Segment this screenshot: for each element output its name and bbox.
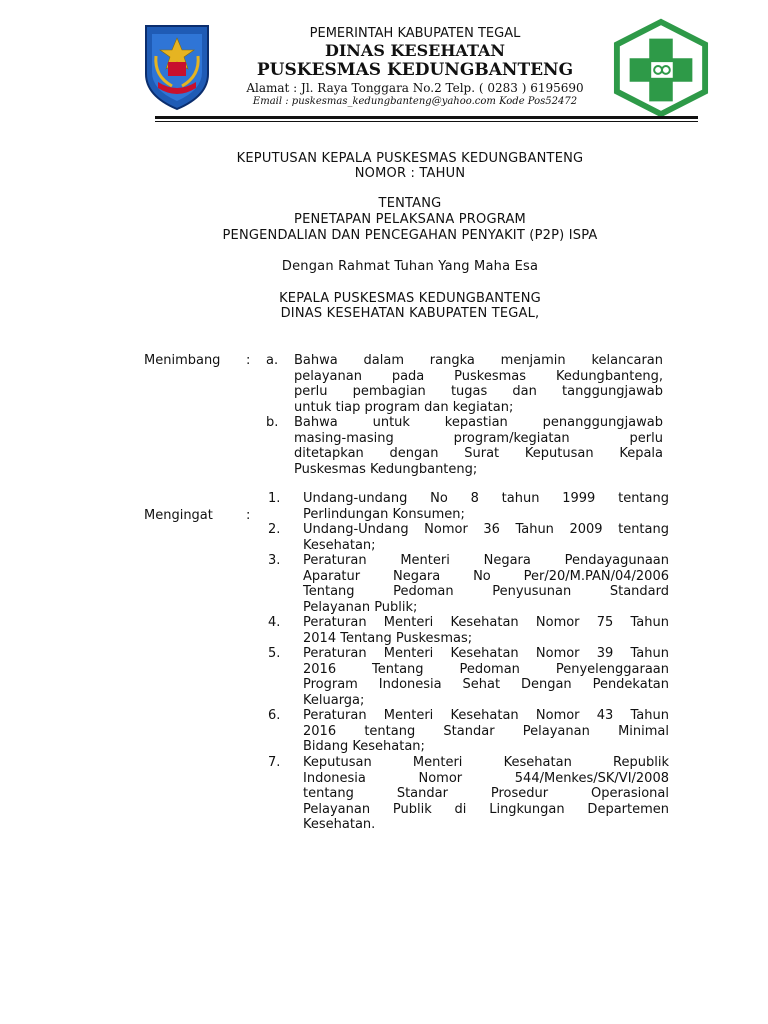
mengingat-item-text — [303, 755, 669, 833]
text-line: ditetapkan dengan Surat Keputusan Kepala — [294, 446, 663, 462]
mengingat-item-text — [303, 553, 669, 615]
mengingat-item-marker: 6. — [268, 708, 281, 723]
text-line: Aparatur Negara No Per/20/M.PAN/04/2006 — [303, 568, 669, 584]
letterhead-puskesmas: PUSKESMAS KEDUNGBANTENG — [256, 60, 574, 80]
mengingat-item-marker: 1. — [268, 491, 281, 506]
decree-number: NOMOR : TAHUN — [354, 166, 466, 181]
text-line: Keluarga; — [303, 692, 365, 708]
text-line: Program Indonesia Sehat Dengan Pendekatan — [303, 677, 669, 693]
letterhead-divider-thin — [155, 121, 698, 122]
mengingat-item-text — [303, 522, 669, 553]
text-line: Peraturan Menteri Kesehatan Nomor 39 Tahun — [303, 646, 669, 661]
text-line: perlu pembagian tugas dan tanggungjawab — [294, 384, 663, 400]
text-line: Bidang Kesehatan; — [303, 739, 425, 755]
text-line: Pelayanan Publik; — [303, 599, 418, 615]
mengingat-item-marker: 5. — [268, 646, 281, 661]
mengingat-item-marker: 2. — [268, 522, 281, 537]
text-line: 2016 tentang Standar Pelayanan Minimal — [303, 723, 669, 739]
mengingat-item-marker: 7. — [268, 755, 281, 770]
letterhead-government: PEMERINTAH KABUPATEN TEGAL — [309, 26, 521, 41]
mengingat-item-text — [303, 708, 669, 755]
mengingat-item-text — [303, 491, 669, 522]
text-line: Peraturan Menteri Kesehatan Nomor 75 Tahun — [303, 615, 669, 630]
text-line: Keputusan Menteri Kesehatan Republik — [303, 755, 669, 770]
regency-crest-logo — [142, 22, 212, 112]
text-line: Bahwa dalam rangka menjamin kelancaran — [294, 353, 663, 368]
mengingat-item-marker: 3. — [268, 553, 281, 568]
text-line: Kesehatan. — [303, 817, 376, 833]
official-line-1: KEPALA PUSKESMAS KEDUNGBANTENG — [279, 291, 541, 306]
menimbang-label: Menimbang — [144, 353, 221, 368]
subject-line-1: PENETAPAN PELAKSANA PROGRAM — [294, 212, 526, 227]
mengingat-item-text — [303, 646, 669, 708]
menimbang-item-text — [294, 415, 663, 477]
text-line: 2014 Tentang Puskesmas; — [303, 630, 473, 646]
text-line: Indonesia Nomor 544/Menkes/SK/VI/2008 — [303, 770, 669, 786]
text-line: Perlindungan Konsumen; — [303, 506, 465, 522]
letterhead-department: DINAS KESEHATAN — [324, 41, 506, 60]
decree-title: KEPUTUSAN KEPALA PUSKESMAS KEDUNGBANTENG — [236, 151, 584, 166]
mengingat-label: Mengingat — [144, 508, 213, 523]
blessing-line: Dengan Rahmat Tuhan Yang Maha Esa — [281, 259, 539, 274]
mengingat-item-marker: 4. — [268, 615, 281, 630]
letterhead-email: Email : puskesmas_kedungbanteng@yahoo.com Kode Pos52472 — [252, 96, 578, 107]
text-line: Bahwa untuk kepastian penanggungjawab — [294, 415, 663, 430]
text-line: Pelayanan Publik di Lingkungan Departemen — [303, 801, 669, 817]
text-line: tentang Standar Prosedur Operasional — [303, 786, 669, 802]
text-line: Peraturan Menteri Negara Pendayagunaan — [303, 553, 669, 568]
menimbang-colon: : — [246, 353, 251, 368]
mengingat-item-text — [303, 615, 669, 646]
text-line: untuk tiap program dan kegiatan; — [294, 399, 514, 415]
menimbang-item-marker: b. — [266, 415, 279, 430]
text-line: Puskesmas Kedungbanteng; — [294, 461, 478, 477]
text-line: Undang-Undang Nomor 36 Tahun 2009 tentang — [303, 522, 669, 537]
text-line: Undang-undang No 8 tahun 1999 tentang — [303, 491, 669, 506]
text-line: masing-masing program/kegiatan perlu — [294, 430, 663, 446]
text-line: pelayanan pada Puskesmas Kedungbanteng, — [294, 368, 663, 384]
official-line-2: DINAS KESEHATAN KABUPATEN TEGAL, — [280, 306, 540, 321]
text-line: 2016 Tentang Pedoman Penyelenggaraan — [303, 661, 669, 677]
menimbang-item-marker: a. — [266, 353, 279, 368]
text-line: Kesehatan; — [303, 537, 376, 553]
subject-line-2: PENGENDALIAN DAN PENCEGAHAN PENYAKIT (P2P) ISPA — [222, 228, 598, 243]
letterhead-address: Alamat : Jl. Raya Tonggara No.2 Telp. ( 0283 ) 6195690 — [246, 81, 584, 95]
menimbang-item-text — [294, 353, 663, 415]
puskesmas-health-logo — [612, 18, 710, 118]
about-heading: TENTANG — [378, 196, 442, 211]
mengingat-colon: : — [246, 508, 251, 523]
text-line: Tentang Pedoman Penyusunan Standard — [303, 584, 669, 600]
letterhead-divider-thick — [155, 116, 698, 119]
text-line: Peraturan Menteri Kesehatan Nomor 43 Tahun — [303, 708, 669, 723]
